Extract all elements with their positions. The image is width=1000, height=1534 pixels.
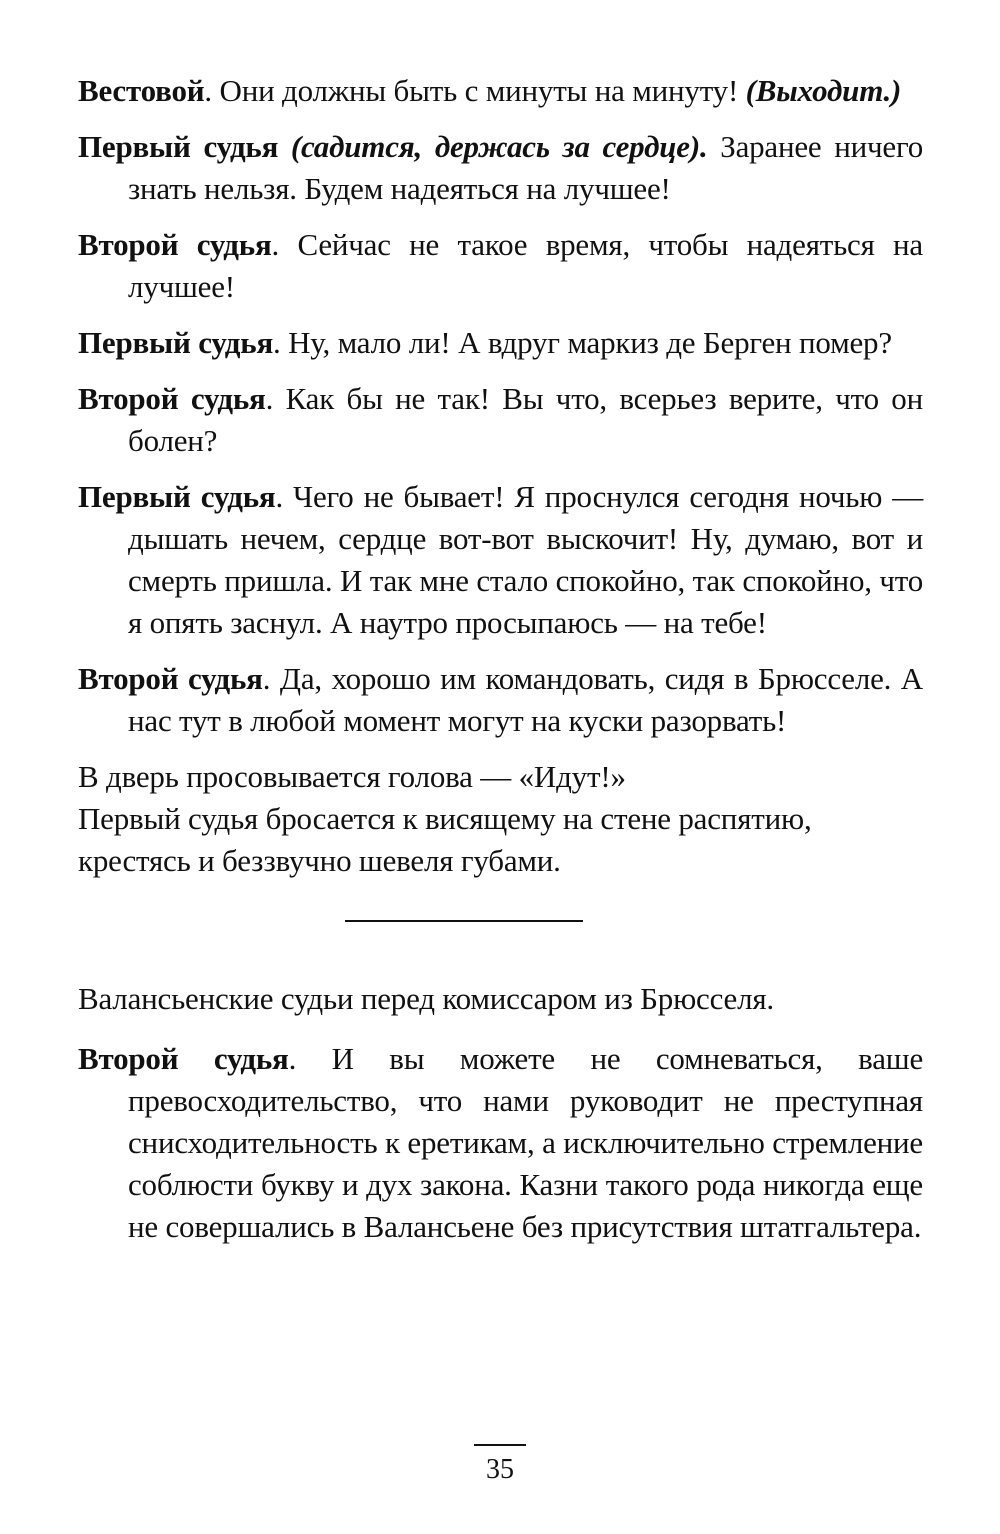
speech-line xyxy=(78,476,923,644)
stage-direction: Первый судья бросается к висящему на стене распятию, крестясь и беззвучно шевеля губами. xyxy=(78,801,812,878)
speaker-name: Второй судья xyxy=(78,1041,289,1076)
speech-text: . Чего не бывает! Я проснулся сегодня ночью — дышать нечем, сердце вот-вот выскочит! Ну, думаю, вот и смерть пришла. И так мне стало спокойно, так спокойно, что я опять заснул. А наутро просыпаюсь — на тебе! xyxy=(128,479,923,640)
speech-line xyxy=(78,70,923,112)
speech-text: . Сейчас не такое время, чтобы надеяться на лучшее! xyxy=(128,227,923,304)
speech-line xyxy=(78,224,923,308)
scene-divider xyxy=(345,920,583,922)
stage-direction-inline: (Выходит.) xyxy=(745,73,902,108)
speech-text: . Они должны быть с минуты на минуту! xyxy=(204,73,746,108)
speaker-name: Второй судья xyxy=(78,381,266,416)
speech-line xyxy=(78,658,923,742)
speaker-name: Второй судья xyxy=(78,661,263,696)
speaker-name: Вестовой xyxy=(78,73,205,108)
scene-heading: Валансьенские судьи перед комиссаром из Брюсселя. xyxy=(78,981,774,1016)
speech-text: Заранее ничего знать нельзя. Будем надеяться на лучшее! xyxy=(128,129,923,206)
page-content xyxy=(78,70,923,1262)
speech-line xyxy=(78,1038,923,1248)
speech-text: . И вы можете не сомневаться, ваше превосходительство, что нами руководит не преступная снисходительность к еретикам, а исключительно стремление соблюсти букву и дух закона. Казни такого рода никогда еще не совершались в Валансьене без присутствия штатгальтера. xyxy=(128,1041,923,1244)
page-footer xyxy=(0,1444,1000,1488)
stage-direction-inline: (садится, держась за сердце). xyxy=(278,129,708,164)
speaker-name: Первый судья xyxy=(78,479,276,514)
speech-line xyxy=(78,126,923,210)
speaker-name: Первый судья xyxy=(78,129,279,164)
speech-line xyxy=(78,322,923,364)
speech-line xyxy=(78,378,923,462)
stage-direction: В дверь просовывается голова — «Идут!» xyxy=(78,759,626,794)
footer-rule xyxy=(474,1444,526,1446)
speaker-name: Второй судья xyxy=(78,227,272,262)
page-number: 35 xyxy=(486,1454,514,1485)
speaker-name: Первый судья xyxy=(78,325,274,360)
speech-text: . Как бы не так! Вы что, всерьез верите, что он болен? xyxy=(128,381,923,458)
speech-text: . Ну, мало ли! А вдруг маркиз де Берген помер? xyxy=(273,325,892,360)
speech-text: . Да, хорошо им командовать, сидя в Брюсселе. А нас тут в любой момент могут на куски разорвать! xyxy=(128,661,923,738)
